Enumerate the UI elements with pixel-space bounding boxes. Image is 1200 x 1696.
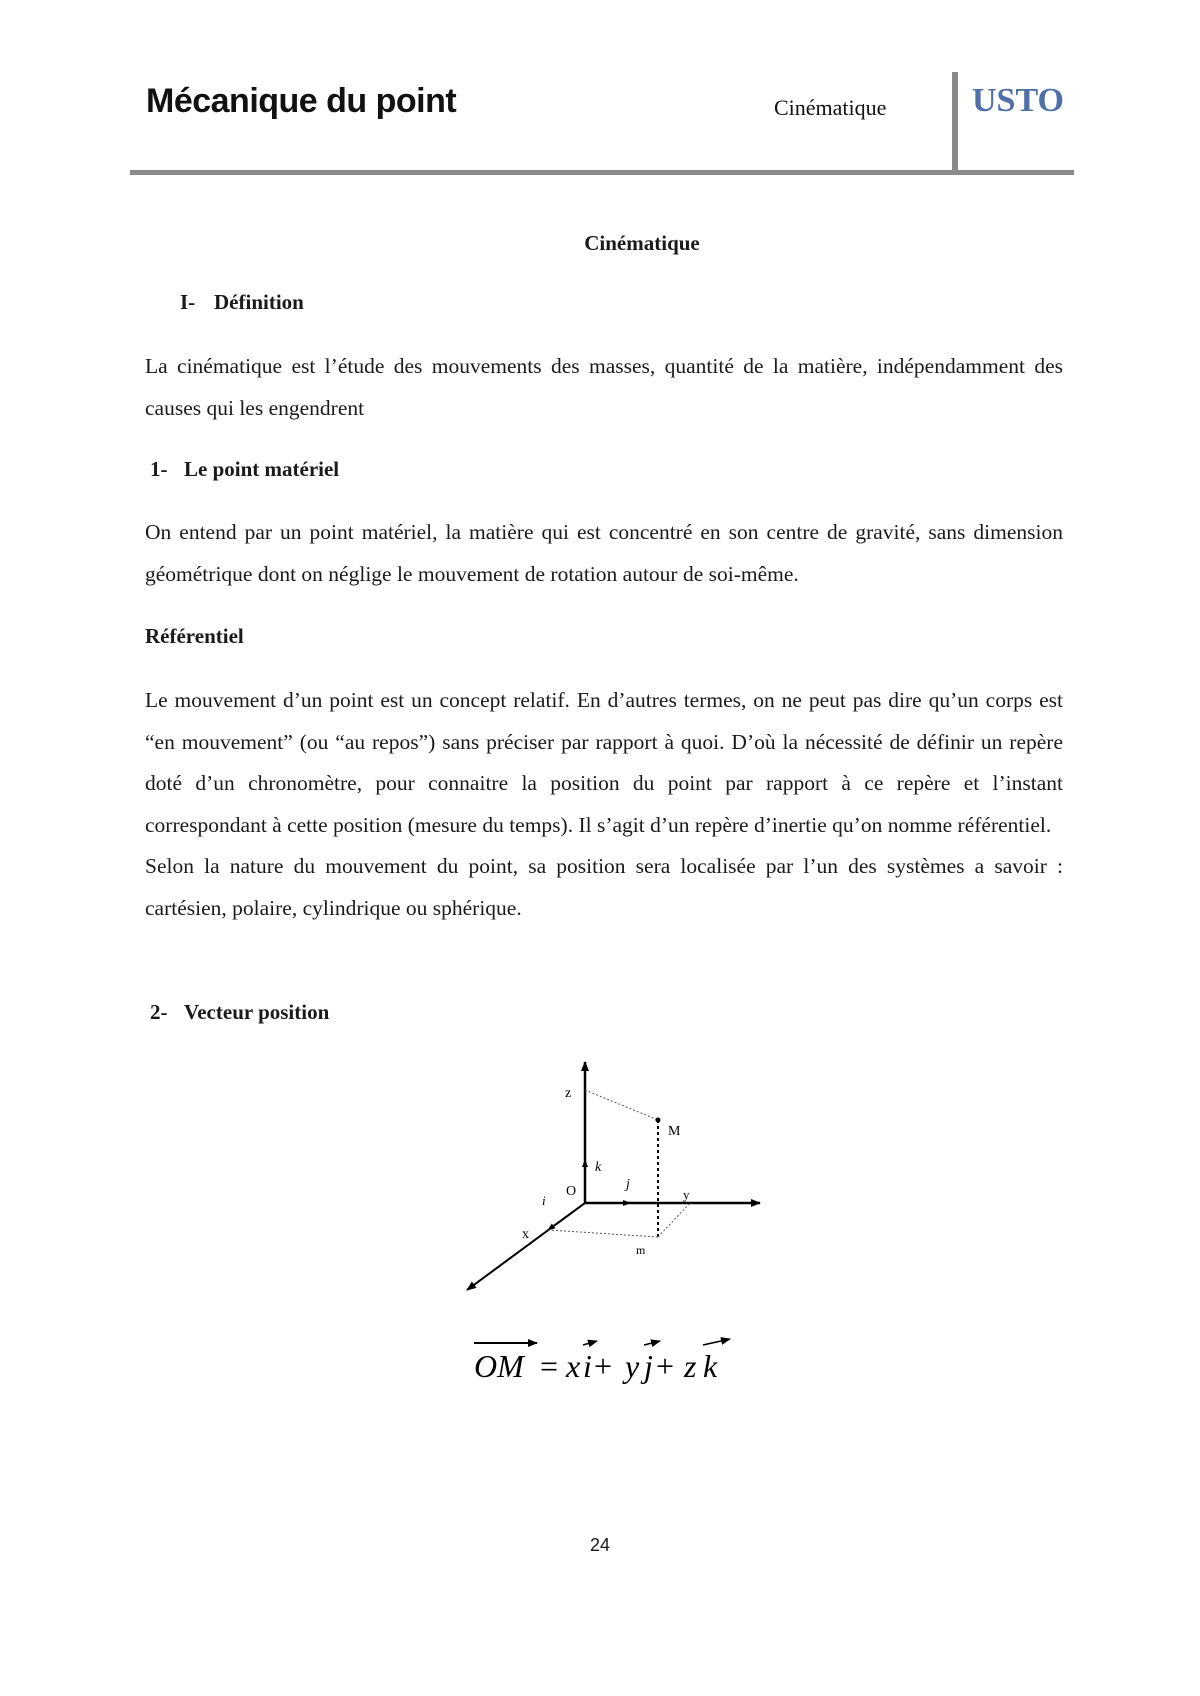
- formula-om: OM: [474, 1348, 524, 1384]
- coordinate-system-diagram: [440, 1050, 780, 1300]
- heading-position-title: Vecteur position: [184, 1000, 330, 1024]
- referentiel-text-2: Selon la nature du mouvement du point, sa position sera localisée par l’un des systèmes a savoir : cartésien, polaire, cylindrique ou sphérique.: [145, 854, 1063, 920]
- header-vertical-divider: [952, 72, 958, 172]
- label-m-point: M: [668, 1124, 681, 1139]
- referentiel-paragraph: [145, 680, 1063, 929]
- projection-y-to-m: [658, 1203, 690, 1237]
- formula-plus-1: +: [594, 1348, 613, 1384]
- point-paragraph: [145, 512, 1063, 595]
- label-z: z: [565, 1086, 572, 1101]
- point-m: [656, 1118, 661, 1123]
- formula-plus-2: +: [656, 1348, 675, 1384]
- heading-definition-title: Définition: [214, 290, 304, 314]
- i-unit-vector: [548, 1203, 585, 1230]
- formula-j-arrow: [644, 1341, 660, 1345]
- document-title: Cinématique: [584, 231, 700, 255]
- header-title: Mécanique du point: [146, 82, 457, 120]
- formula-equals: =: [540, 1348, 559, 1384]
- heading-definition: [180, 290, 304, 315]
- page-header: [130, 70, 1074, 178]
- definition-paragraph: [145, 346, 1063, 429]
- formula-z: z: [684, 1348, 697, 1384]
- formula-k-arrow: [703, 1339, 730, 1345]
- projection-x-to-m: [548, 1230, 658, 1237]
- heading-referentiel: Référentiel: [145, 624, 244, 648]
- formula-y: y: [625, 1348, 640, 1384]
- label-origin: O: [566, 1184, 577, 1199]
- position-vector-formula: [470, 1333, 750, 1393]
- heading-point-number: 1-: [150, 457, 168, 481]
- label-j: j: [626, 1177, 630, 1192]
- point-text: On entend par un point matériel, la matière qui est concentré en son centre de gravité, sans dimension géométrique dont on néglige le mouvement de rotation autour de soi-même.: [145, 520, 1063, 586]
- heading-definition-number: I-: [180, 290, 196, 314]
- formula-x: x: [566, 1348, 581, 1384]
- heading-vecteur-position: [150, 1000, 329, 1025]
- label-x: x: [522, 1227, 529, 1242]
- definition-text: La cinématique est l’étude des mouvements des masses, quantité de la matière, indépendamment des causes qui les engendrent: [145, 354, 1063, 420]
- header-institution: USTO: [972, 82, 1064, 119]
- formula-i-arrow: [583, 1341, 597, 1345]
- heading-position-number: 2-: [150, 1000, 168, 1024]
- formula-j: j: [644, 1348, 653, 1384]
- referentiel-text-1: Le mouvement d’un point est un concept relatif. En d’autres termes, on ne peut pas dire qu’un corps est “en mouvement” (ou “au repos”) sans préciser par rapport à quoi. D’où la nécessité de définir un repère doté d’un chronomètre, pour connaitre la position du point par rapport à ce repère et l’instant correspondant à cette position (mesure du temps). Il s’agit d’un repère d’inertie qu’on nomme référentiel.: [145, 688, 1063, 837]
- label-y: y: [683, 1187, 690, 1202]
- page-number: 24: [589, 1535, 611, 1555]
- formula-i: i: [583, 1348, 592, 1384]
- label-m-projection: m: [636, 1243, 646, 1257]
- header-section: Cinématique: [774, 95, 887, 120]
- heading-point-materiel: [150, 457, 339, 482]
- header-rule: [130, 170, 1074, 175]
- label-k: k: [595, 1160, 602, 1175]
- heading-point-title: Le point matériel: [184, 457, 340, 481]
- label-i: i: [542, 1193, 546, 1208]
- formula-k: k: [703, 1348, 718, 1384]
- projection-z-to-m: [585, 1090, 658, 1120]
